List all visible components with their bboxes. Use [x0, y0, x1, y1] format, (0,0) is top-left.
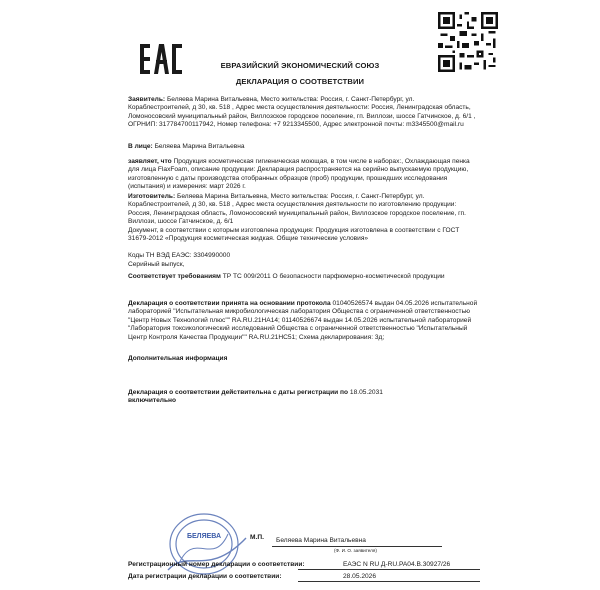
signatory-name: Беляева Марина Витальевна [276, 537, 366, 544]
hs-codes: Коды ТН ВЭД ЕАЭС: 3304990000 [128, 252, 231, 259]
validity-date: 18.05.2031 [349, 389, 383, 396]
registration-date-label: Дата регистрации декларации о соответствии: [128, 573, 282, 580]
mp-label: М.П. [250, 534, 264, 541]
registration-date-line [298, 581, 480, 582]
declares-label: заявляет, что [128, 158, 172, 165]
eac-logo [140, 42, 182, 76]
document-title: ДЕКЛАРАЦИЯ О СООТВЕТСТВИИ [235, 77, 365, 86]
document-basis-text: Документ, в соответствии с которым изготовлена продукция: Продукция изготовлена в соответствии с ГОСТ 31679-2012 «Продукция косметическая жидкая. Общие технические условия» [128, 227, 460, 243]
person-text: Беляева Марина Витальевна [154, 143, 245, 150]
applicant-label: Заявитель: [128, 96, 166, 103]
signatory-caption: (Ф. И. О. заявителя) [334, 548, 377, 553]
protocol-basis-label: Декларация о соответствии принята на основании протокола [128, 300, 331, 307]
signature-line [272, 546, 442, 547]
declares-block [128, 158, 478, 192]
additional-info-heading: Дополнительная информация [128, 355, 228, 362]
manufacturer-label: Изготовитель: [128, 193, 176, 200]
person-block [128, 143, 478, 151]
applicant-text: Беляева Марина Витальевна, Место жительства: Россия, г. Санкт-Петербург, ул. Кораблестроителей, д 30, кв. 518 , Адрес места осуществления деятельности: Россия, Ленинградская область, Ломоносовский муниципальный район, Виллозское городское поселение, гп. Виллози, шоссе Гатчинское, д. 6/1 , ОГРНИП: 317784700117942, Номер телефона: +7 9213345500, Адрес электронной почты: m3345500@mail.ru [128, 96, 476, 129]
serial-release: Серийный выпуск, [128, 261, 185, 268]
union-heading: ЕВРАЗИЙСКИЙ ЭКОНОМИЧЕСКИЙ СОЮЗ [220, 61, 380, 70]
complies-block [128, 273, 478, 281]
registration-number: ЕАЭС N RU Д-RU.РА04.В.30927/26 [343, 561, 451, 568]
manufacturer-text: Беляева Марина Витальевна, Место жительства: Россия, г. Санкт-Петербург, ул. Кораблестроителей, д 30, кв. 518 , Адрес места осуществления деятельности по изготовлению продукции: Россия, Ленинградская область, Ломоносовский муниципальный район, Виллозское городское поселение, гп. Виллози, шоссе Гатчинское, д. 6/1 [128, 193, 466, 226]
complies-text: ТР ТС 009/2011 О безопасности парфюмерно-косметической продукции [222, 273, 445, 280]
stamp-seal [158, 508, 250, 580]
manufacturer-block [128, 193, 478, 227]
applicant-block [128, 96, 478, 130]
person-label: В лице: [128, 143, 153, 150]
validity-block [128, 389, 478, 406]
protocol-basis-text: 01040526574 выдан 04.05.2026 испытательной лабораторией "Испытательная микробиологическая лаборатория Общества с ограниченной ответственностью "Центр Новых Технологий плюс"" RA.RU.21HA14; 01140526674 выдан 14.05.2026 испытательной лабораторией "Лаборатория токсикологический исследований Общества с ограниченной ответственностью "Испытательный Центр Контроля Качества Продукции"" RA.RU.21HC51; Схема декларирования: 3д; [128, 300, 478, 341]
protocol-basis-block [128, 300, 478, 342]
registration-number-label: Регистрационный номер декларации о соответствии: [128, 561, 305, 568]
declares-text: Продукция косметическая гигиеническая моющая, в том числе в наборах:, Охлаждающая пенка для лица FlaxFoam, описание продукции: Декларация распространяется на серийно выпускаемую продукцию, изготовленную с даты производства отобранных образцов (проб) продукции, прошедших исследования (испытания) и измерения: март 2026 г. [128, 158, 470, 191]
complies-label: Соответствует требованиям [128, 273, 221, 280]
validity-label: Декларация о соответствии действительна с даты регистрации по [128, 389, 349, 396]
registration-number-line [298, 569, 480, 570]
validity-suffix: включительно [128, 397, 177, 405]
stamp-text: БЕЛЯЕВА [186, 533, 222, 540]
registration-date: 28.05.2026 [343, 573, 377, 580]
